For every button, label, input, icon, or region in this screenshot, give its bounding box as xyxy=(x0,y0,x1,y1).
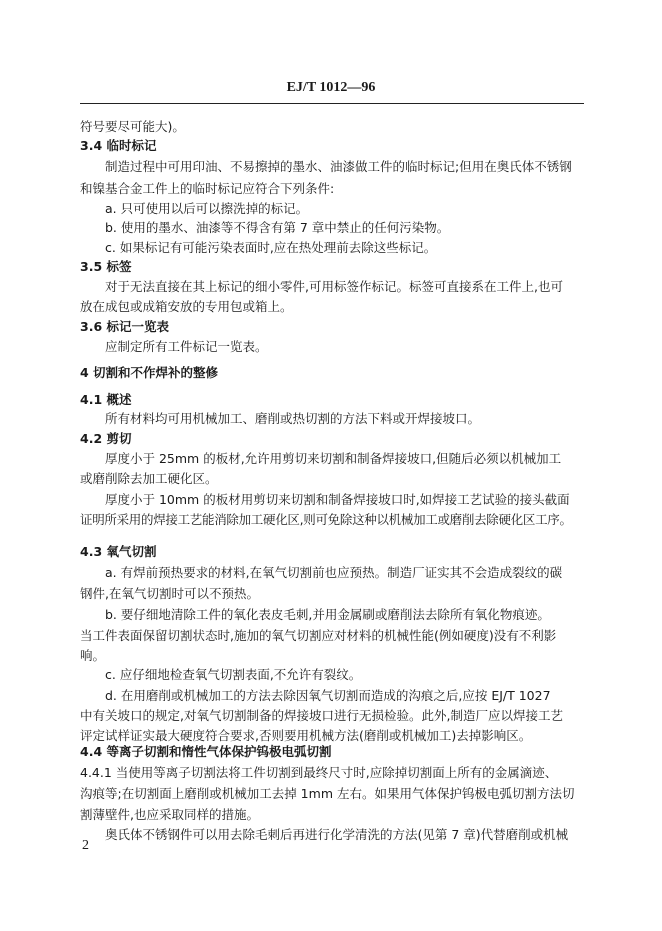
page-header: EJ/T 1012—96 xyxy=(286,80,376,95)
text-line: 评定试样证实最大硬度符合要求,否则要用机械方法(磨削或机械加工)去掉影响区。 xyxy=(80,728,532,743)
list-item: c. 如果标记有可能污染表面时,应在热处理前去除这些标记。 xyxy=(105,240,437,255)
text-line: 应制定所有工件标记一览表。 xyxy=(105,339,268,354)
section-heading: 4.1 概述 xyxy=(80,392,132,407)
header-rule xyxy=(80,103,584,104)
text-line: 厚度小于 10mm 的板材用剪切来切割和制备焊接坡口时,如焊接工艺试验的接头截面 xyxy=(105,492,570,507)
text-line: 和镍基合金工件上的临时标记应符合下列条件: xyxy=(80,181,335,196)
text-line: 符号要尽可能大)。 xyxy=(80,119,185,134)
list-item: a. 只可使用以后可以擦洗掉的标记。 xyxy=(105,201,309,216)
section-heading: 3.4 临时标记 xyxy=(80,138,157,153)
page-number: 2 xyxy=(82,838,89,853)
text-line: 或磨削除去加工硬化区。 xyxy=(80,471,218,486)
text-line: 制造过程中可用印油、不易擦掉的墨水、油漆做工件的临时标记;但用在奥氏体不锈钢 xyxy=(105,159,572,174)
section-heading: 4.4 等离子切割和惰性气体保护钨极电弧切割 xyxy=(80,744,332,759)
list-item: a. 有焊前预热要求的材料,在氧气切割前也应预热。制造厂证实其不会造成裂纹的碳 xyxy=(105,565,563,580)
text-line: 钢件,在氧气切割时可以不预热。 xyxy=(80,586,259,601)
section-heading: 3.6 标记一览表 xyxy=(80,319,169,334)
list-item: c. 应仔细地检查氧气切割表面,不允许有裂纹。 xyxy=(105,667,362,682)
section-heading: 4.2 剪切 xyxy=(80,431,132,446)
text-line: 奥氏体不锈钢件可以用去除毛刺后再进行化学清洗的方法(见第 7 章)代替磨削或机械 xyxy=(105,827,569,842)
text-line: 响。 xyxy=(80,648,106,663)
text-line: 割薄壁件,也应采取同样的措施。 xyxy=(80,807,259,822)
section-heading: 3.5 标签 xyxy=(80,259,132,274)
text-line: 厚度小于 25mm 的板材,允许用剪切来切割和制备焊接坡口,但随后必须以机械加工 xyxy=(105,451,562,466)
text-line: 放在成包或成箱安放的专用包或箱上。 xyxy=(80,299,293,314)
list-item: b. 使用的墨水、油漆等不得含有第 7 章中禁止的任何污染物。 xyxy=(105,220,450,235)
text-line: 当工件表面保留切割状态时,施加的氧气切割应对材料的机械性能(例如硬度)没有不利影 xyxy=(80,628,557,643)
text-line: 对于无法直接在其上标记的细小零件,可用标签作标记。标签可直接系在工件上,也可 xyxy=(105,279,563,294)
text-line: 中有关坡口的规定,对氧气切割制备的焊接坡口进行无损检验。此外,制造厂应以焊接工艺 xyxy=(80,708,563,723)
chapter-heading: 4 切割和不作焊补的整修 xyxy=(80,365,219,380)
list-item: b. 要仔细地清除工件的氧化表皮毛刺,并用金属刷或磨削法去除所有氧化物痕迹。 xyxy=(105,607,550,622)
text-line: 4.4.1 当使用等离子切割法将工件切割到最终尺寸时,应除掉切割面上所有的金属滴迹、 xyxy=(80,765,558,780)
list-item: d. 在用磨削或机械加工的方法去除因氧气切割而造成的沟痕之后,应按 EJ/T 1027 xyxy=(105,688,551,703)
text-line: 沟痕等;在切割面上磨削或机械加工去掉 1mm 左右。如果用气体保护钨极电弧切割方法切 xyxy=(80,786,575,801)
text-line: 证明所采用的焊接工艺能消除加工硬化区,则可免除这种以机械加工或磨削去除硬化区工序。 xyxy=(80,512,572,527)
section-heading: 4.3 氧气切割 xyxy=(80,544,157,559)
text-line: 所有材料均可用机械加工、磨削或热切割的方法下料或开焊接坡口。 xyxy=(105,411,481,426)
